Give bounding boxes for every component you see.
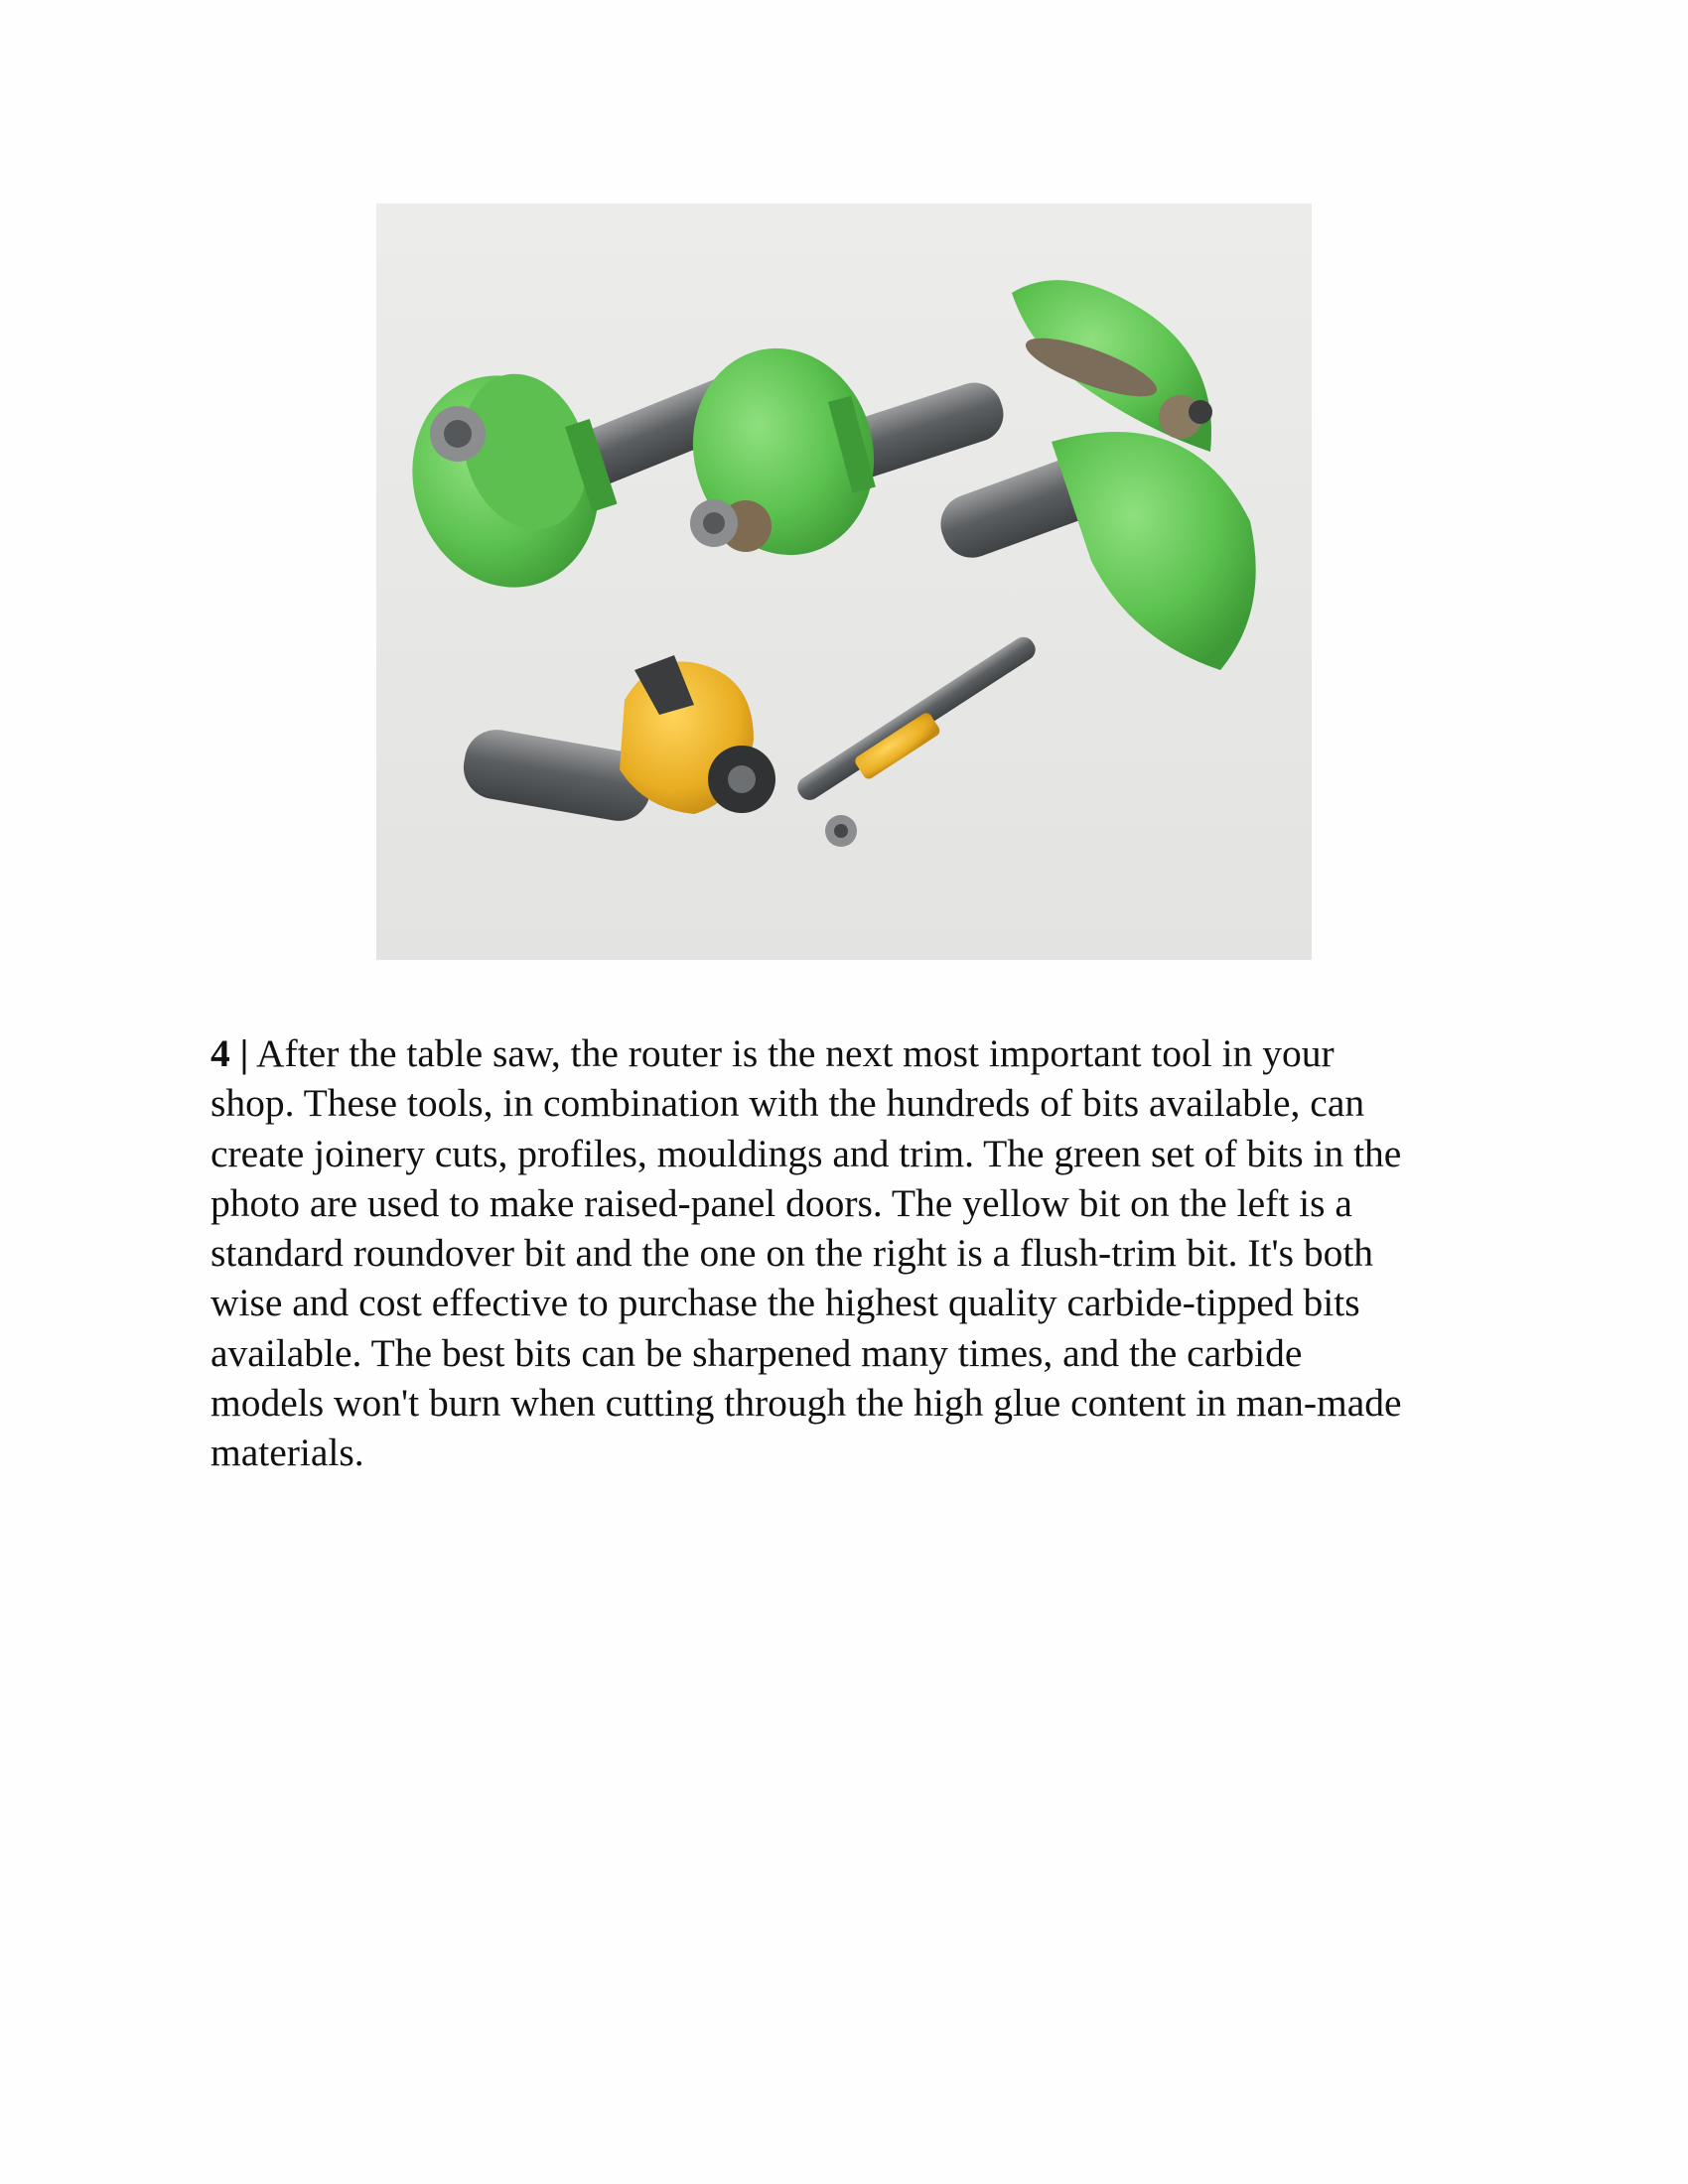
router-bits-illustration <box>376 204 1312 960</box>
caption-line-8: models won't burn when cutting through the high glue content in man-made <box>211 1381 1402 1426</box>
caption-line-3: create joinery cuts, profiles, mouldings and trim. The green set of bits in the <box>211 1131 1402 1175</box>
caption-line-4: photo are used to make raised-panel doors. The yellow bit on the left is a <box>211 1180 1352 1225</box>
caption-line-2: shop. These tools, in combination with the hundreds of bits available, can <box>211 1081 1365 1126</box>
figure-number: 4 | <box>211 1031 249 1075</box>
caption-line-7: available. The best bits can be sharpened many times, and the carbide <box>211 1330 1303 1375</box>
caption-line-5: standard roundover bit and the one on the right is a flush-trim bit. It's both <box>211 1231 1374 1276</box>
caption-line-1 <box>211 1028 1501 1078</box>
caption-paragraph <box>211 1028 1501 1478</box>
router-bits-photo <box>376 204 1312 960</box>
caption-line-9: materials. <box>211 1431 364 1475</box>
caption-line-text: After the table saw, the router is the next most important tool in your <box>256 1031 1335 1075</box>
caption-line-6: wise and cost effective to purchase the highest quality carbide-tipped bits <box>211 1281 1360 1325</box>
